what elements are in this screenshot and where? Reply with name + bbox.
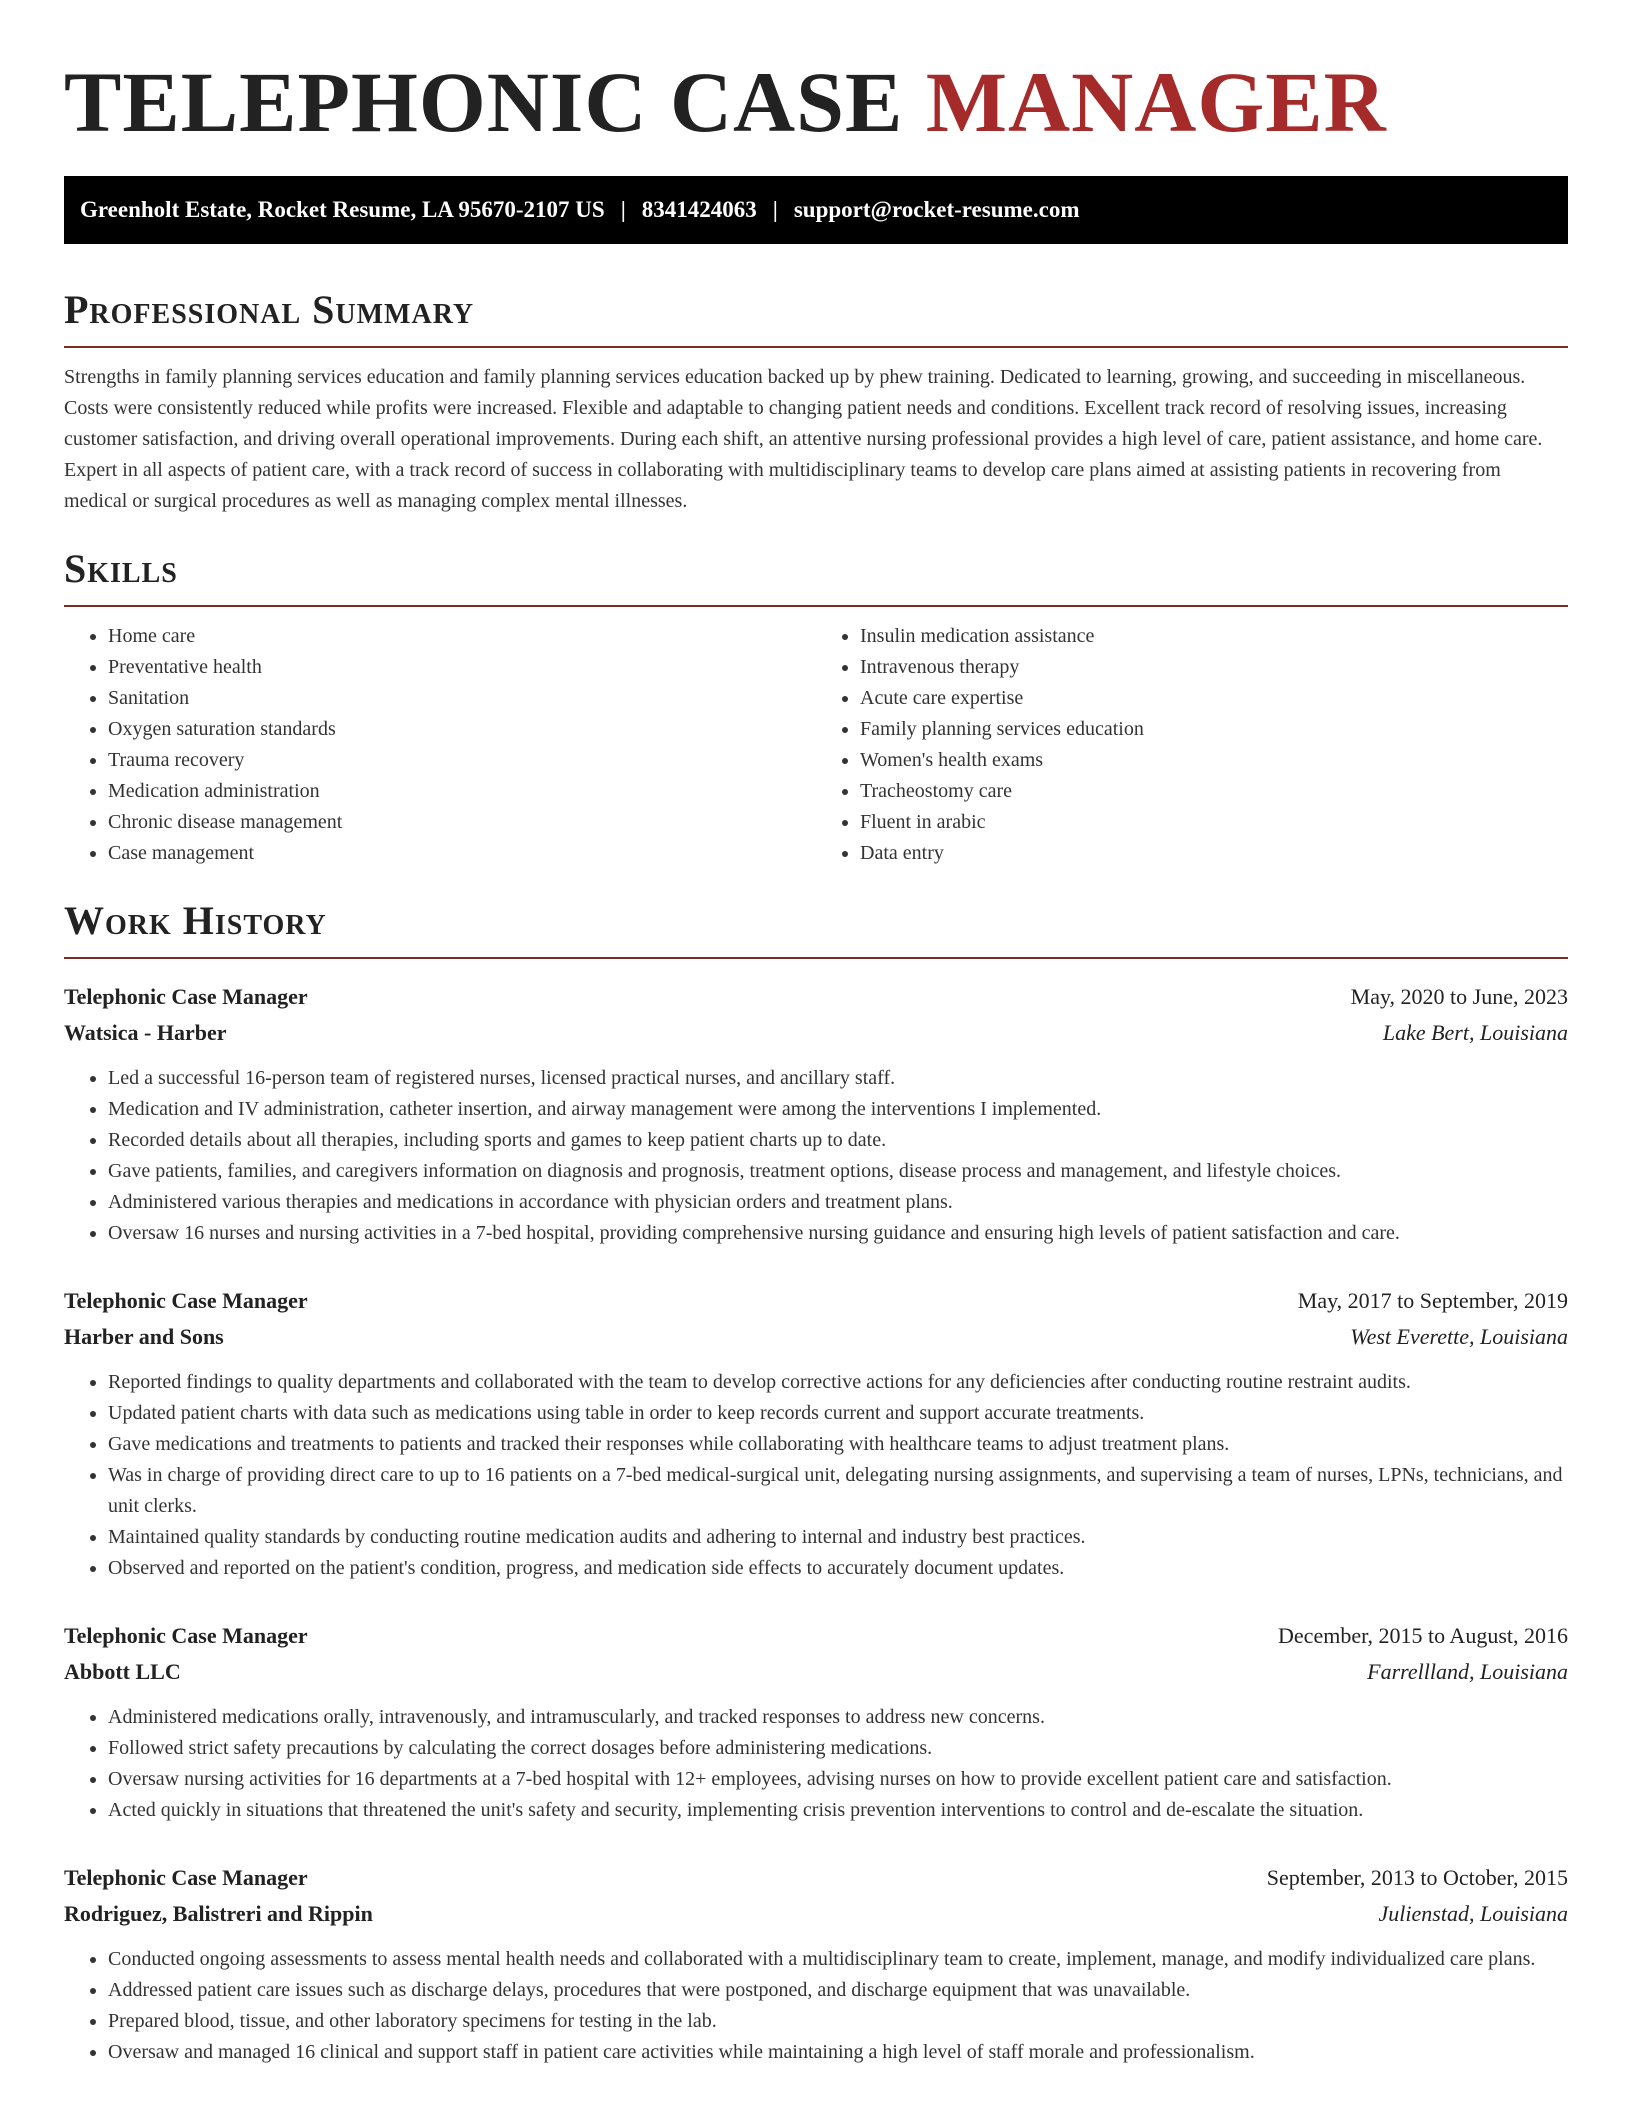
contact-phone: 8341424063 bbox=[641, 197, 757, 222]
job-dates: September, 2013 to October, 2015 bbox=[1266, 1865, 1568, 1890]
job-bullet: • Conducted ongoing assessments to assess mental health needs and collaborated with a multidisciplinary team to create, implement, manage, and modify individualized care plans. bbox=[108, 1944, 1568, 1975]
job-location: Farrellland, Louisiana bbox=[1367, 1659, 1568, 1684]
skill-item: • Trauma recovery bbox=[108, 745, 816, 776]
skills-list-right bbox=[816, 621, 1568, 869]
skill-item: • Chronic disease management bbox=[108, 807, 816, 838]
job-header-row bbox=[64, 1283, 1568, 1319]
job-entry bbox=[64, 1283, 1568, 1584]
job-company: Watsica - Harber bbox=[64, 1020, 227, 1045]
job-title: Telephonic Case Manager bbox=[64, 1623, 308, 1648]
job-bullet: • Updated patient charts with data such as medications using table in order to keep records current and support accurate treatments. bbox=[108, 1398, 1568, 1429]
skill-item: • Family planning services education bbox=[860, 714, 1568, 745]
contact-email: support@rocket-resume.com bbox=[793, 197, 1080, 222]
job-bullets bbox=[64, 1944, 1568, 2068]
title-accent: MANAGER bbox=[925, 54, 1387, 150]
skills-heading: Skills bbox=[64, 545, 1568, 607]
job-bullet: • Administered medications orally, intravenously, and intramuscularly, and tracked responses to address new concerns. bbox=[108, 1702, 1568, 1733]
job-bullet: • Oversaw and managed 16 clinical and support staff in patient care activities while maintaining a high level of staff morale and professionalism. bbox=[108, 2037, 1568, 2068]
job-bullet: • Administered various therapies and medications in accordance with physician orders and treatment plans. bbox=[108, 1187, 1568, 1218]
job-dates: May, 2017 to September, 2019 bbox=[1297, 1288, 1568, 1313]
work-history-heading: Work History bbox=[64, 897, 1568, 959]
contact-address: Greenholt Estate, Rocket Resume, LA 95670-2107 US bbox=[80, 197, 605, 222]
skill-item: • Case management bbox=[108, 838, 816, 869]
job-company: Rodriguez, Balistreri and Rippin bbox=[64, 1901, 373, 1926]
job-bullet: • Recorded details about all therapies, including sports and games to keep patient charts up to date. bbox=[108, 1125, 1568, 1156]
job-location: West Everette, Louisiana bbox=[1350, 1324, 1568, 1349]
job-header-row bbox=[64, 1618, 1568, 1654]
skill-item: • Intravenous therapy bbox=[860, 652, 1568, 683]
job-title: Telephonic Case Manager bbox=[64, 984, 308, 1009]
job-company-row bbox=[64, 1896, 1568, 1932]
job-bullets bbox=[64, 1367, 1568, 1584]
job-company-row bbox=[64, 1319, 1568, 1355]
skill-item: • Acute care expertise bbox=[860, 683, 1568, 714]
title-main: TELEPHONIC CASE bbox=[64, 54, 904, 150]
work-history-section bbox=[64, 897, 1568, 2068]
skill-item: • Fluent in arabic bbox=[860, 807, 1568, 838]
job-company: Harber and Sons bbox=[64, 1324, 224, 1349]
summary-section bbox=[64, 286, 1568, 517]
job-bullet: • Gave medications and treatments to patients and tracked their responses while collaborating with healthcare teams to adjust treatment plans. bbox=[108, 1429, 1568, 1460]
skill-item: • Oxygen saturation standards bbox=[108, 714, 816, 745]
job-entry bbox=[64, 979, 1568, 1249]
job-company: Abbott LLC bbox=[64, 1659, 181, 1684]
summary-text: Strengths in family planning services education and family planning services education backed up by phew training. Dedicated to learning, growing, and succeeding in miscellaneous. Costs were consistently reduced while profits were increased. Flexible and adaptable to changing patient needs and conditions. Excellent track record of resolving issues, increasing customer satisfaction, and driving overall operational improvements. During each shift, an attentive nursing professional provides a high level of care, patient assistance, and home care. Expert in all aspects of patient care, with a track record of success in collaborating with multidisciplinary teams to develop care plans aimed at assisting patients in recovering from medical or surgical procedures as well as managing complex mental illnesses. bbox=[64, 366, 1543, 512]
job-bullet: • Prepared blood, tissue, and other laboratory specimens for testing in the lab. bbox=[108, 2006, 1568, 2037]
job-bullets bbox=[64, 1702, 1568, 1826]
job-bullet: • Observed and reported on the patient's condition, progress, and medication side effects to accurately document updates. bbox=[108, 1553, 1568, 1584]
job-location: Lake Bert, Louisiana bbox=[1382, 1020, 1568, 1045]
job-bullet: • Gave patients, families, and caregivers information on diagnosis and prognosis, treatment options, disease process and management, and lifestyle choices. bbox=[108, 1156, 1568, 1187]
skill-item: • Women's health exams bbox=[860, 745, 1568, 776]
skill-item: • Medication administration bbox=[108, 776, 816, 807]
job-header-row bbox=[64, 1860, 1568, 1896]
skills-section bbox=[64, 545, 1568, 869]
job-bullet: • Medication and IV administration, catheter insertion, and airway management were among the interventions I implemented. bbox=[108, 1094, 1568, 1125]
job-entry bbox=[64, 1860, 1568, 2068]
job-bullet: • Reported findings to quality departments and collaborated with the team to develop corrective actions for any deficiencies after conducting routine restraint audits. bbox=[108, 1367, 1568, 1398]
summary-heading: Professional Summary bbox=[64, 286, 1568, 348]
job-bullet: • Oversaw nursing activities for 16 departments at a 7-bed hospital with 12+ employees, advising nurses on how to provide excellent patient care and satisfaction. bbox=[108, 1764, 1568, 1795]
contact-separator: | bbox=[772, 197, 778, 222]
job-company-row bbox=[64, 1654, 1568, 1690]
resume-title bbox=[64, 52, 1568, 152]
skill-item: • Data entry bbox=[860, 838, 1568, 869]
job-bullet: • Oversaw 16 nurses and nursing activities in a 7-bed hospital, providing comprehensive nursing guidance and ensuring high levels of patient satisfaction and care. bbox=[108, 1218, 1568, 1249]
job-header-row bbox=[64, 979, 1568, 1015]
job-bullet: • Maintained quality standards by conducting routine medication audits and adhering to internal and industry best practices. bbox=[108, 1522, 1568, 1553]
job-location: Julienstad, Louisiana bbox=[1378, 1901, 1568, 1926]
job-bullet: • Addressed patient care issues such as discharge delays, procedures that were postponed, and discharge equipment that was unavailable. bbox=[108, 1975, 1568, 2006]
job-company-row bbox=[64, 1015, 1568, 1051]
job-bullet: • Acted quickly in situations that threatened the unit's safety and security, implementing crisis prevention interventions to control and de-escalate the situation. bbox=[108, 1795, 1568, 1826]
contact-bar bbox=[64, 176, 1568, 244]
skill-item: • Sanitation bbox=[108, 683, 816, 714]
job-dates: May, 2020 to June, 2023 bbox=[1350, 984, 1568, 1009]
skill-item: • Home care bbox=[108, 621, 816, 652]
skill-item: • Tracheostomy care bbox=[860, 776, 1568, 807]
skills-list-left bbox=[64, 621, 816, 869]
skill-item: • Preventative health bbox=[108, 652, 816, 683]
job-title: Telephonic Case Manager bbox=[64, 1288, 308, 1313]
job-bullet: • Was in charge of providing direct care to up to 16 patients on a 7-bed medical-surgical unit, delegating nursing assignments, and supervising a team of nurses, LPNs, technicians, and unit clerks. bbox=[108, 1460, 1568, 1522]
job-dates: December, 2015 to August, 2016 bbox=[1278, 1623, 1568, 1648]
skill-item: • Insulin medication assistance bbox=[860, 621, 1568, 652]
job-bullet: • Followed strict safety precautions by calculating the correct dosages before administering medications. bbox=[108, 1733, 1568, 1764]
job-bullet: • Led a successful 16-person team of registered nurses, licensed practical nurses, and ancillary staff. bbox=[108, 1063, 1568, 1094]
job-bullets bbox=[64, 1063, 1568, 1249]
job-title: Telephonic Case Manager bbox=[64, 1865, 308, 1890]
skills-grid bbox=[64, 621, 1568, 869]
job-entry bbox=[64, 1618, 1568, 1826]
contact-separator: | bbox=[620, 197, 626, 222]
